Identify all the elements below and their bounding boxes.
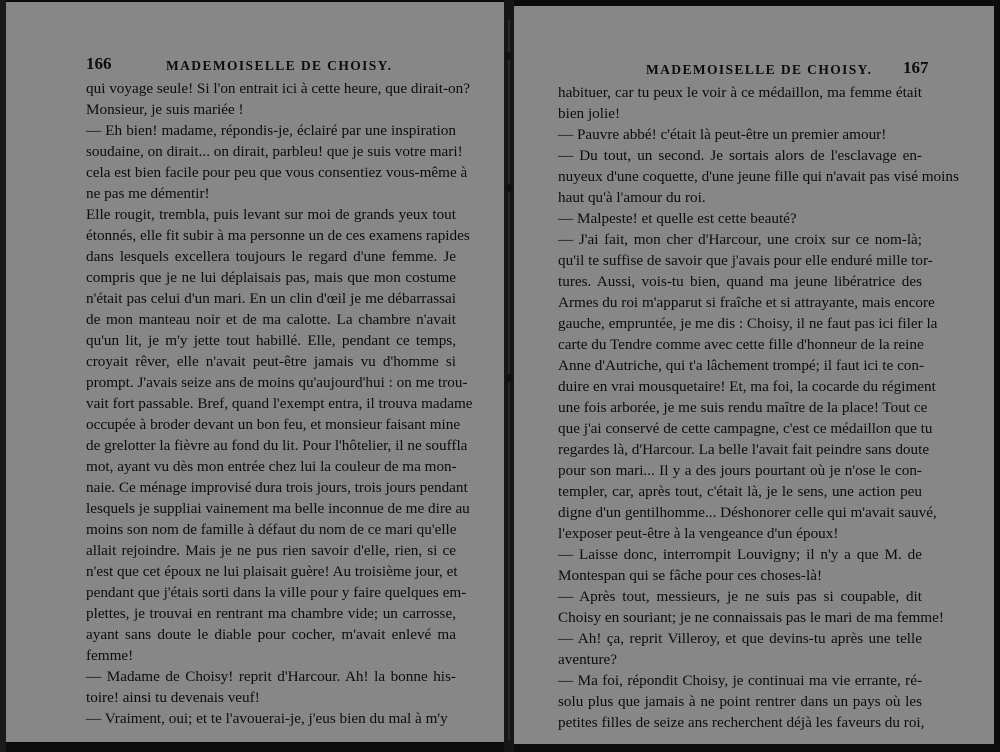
text-line: petites filles de seize ans recherchent déjà les faveurs du roi, xyxy=(558,714,925,731)
text-line: une fois arborée, je me suis rendu maître de la place! Tout ce xyxy=(558,399,928,416)
text-line: Anne d'Autriche, qui t'a lâchement trompé; il faut ici te con- xyxy=(558,357,925,374)
page-number: 167 xyxy=(903,58,929,77)
binding-mark xyxy=(505,184,513,192)
text-line: duire en vrai mousquetaire! Et, ma foi, la cocarde du régiment xyxy=(558,378,936,395)
text-line: nuyeux d'une coquette, d'une jeune fille qui n'avait pas visé moins xyxy=(558,168,959,185)
text-line: ayant sans doute le diable pour cocher, m'avait enlevé ma xyxy=(86,626,456,643)
text-line: — Pauvre abbé! c'était là peut-être un premier amour! xyxy=(558,126,887,143)
text-line: ne pas me démentir! xyxy=(86,185,210,202)
text-line: aventure? xyxy=(558,651,618,668)
text-line: soudaine, on dirait... on dirait, parbleu! que je suis votre mari! xyxy=(86,143,463,160)
text-line: femme! xyxy=(86,647,134,664)
binding-mark xyxy=(505,374,513,382)
text-line: — Eh bien! madame, répondis-je, éclairé par une inspiration xyxy=(86,122,456,139)
text-line: Montespan qui se fâche pour ces choses-là! xyxy=(558,567,823,584)
page-text xyxy=(558,82,959,733)
text-line: l'exposer peut-être à la vengeance d'un époux! xyxy=(558,525,839,542)
left-page xyxy=(6,2,504,742)
text-line: pendant que j'étais sorti dans la ville pour y faire quelques em- xyxy=(86,584,467,601)
right-page xyxy=(514,6,994,744)
text-line: habituer, car tu peux le voir à ce médaillon, ma femme était xyxy=(558,84,922,101)
binding-mark xyxy=(505,52,513,60)
text-line: — J'ai fait, mon cher d'Harcour, une croix sur ce nom-là; xyxy=(558,231,922,248)
text-line: toire! ainsi tu devenais veuf! xyxy=(86,689,260,706)
text-line: occupée à broder devant un bon feu, et monsieur faisant mine xyxy=(86,416,461,433)
text-line: prompt. J'avais seize ans de moins qu'aujourd'hui : on me trou- xyxy=(86,374,468,391)
text-line: pour son mari... Il y a des jours pourtant où je n'ose le con- xyxy=(558,462,922,479)
text-line: croyait rêver, elle n'avait peut-être jamais vu d'homme si xyxy=(86,353,456,370)
page-number: 166 xyxy=(86,54,112,73)
text-line: naie. Ce ménage improvisé dura trois jours, trois jours pendant xyxy=(86,479,468,496)
text-line: n'est que cet époux ne lui plaisait guère! Au troisième jour, et xyxy=(86,563,458,580)
text-line: qui voyage seule! Si l'on entrait ici à cette heure, que dirait-on? xyxy=(86,80,470,97)
page-text xyxy=(86,78,473,729)
text-line: Choisy en souriant; je ne connaissais pas le mari de ma femme! xyxy=(558,609,944,626)
text-line: de grelotter la fièvre au fond du lit. Pour l'hôtelier, il ne souffla xyxy=(86,437,468,454)
text-line: que j'ai conservé de cette campagne, c'est ce médaillon que tu xyxy=(558,420,933,437)
text-line: étonnés, elle fit subir à ma personne un de ces examens rapides xyxy=(86,227,470,244)
text-line: gauche, empruntée, je me dis : Choisy, il ne faut pas ici filer la xyxy=(558,315,938,332)
text-line: Elle rougit, trembla, puis levant sur moi de grands yeux tout xyxy=(86,206,456,223)
text-line: digne d'un gentilhomme... Déshonorer celle qui m'avait sauvé, xyxy=(558,504,937,521)
text-line: cela est bien facile pour peu que vous consentiez vous-même à xyxy=(86,164,468,181)
text-line: solu plus que jamais à ne point rentrer dans un pays où les xyxy=(558,693,922,710)
text-line: Armes du roi m'apparut si fraîche et si attrayante, mais encore xyxy=(558,294,935,311)
text-line: bien jolie! xyxy=(558,105,620,122)
text-line: allait rejoindre. Mais je ne pus rien savoir d'elle, rien, si ce xyxy=(86,542,456,559)
text-line: — Du tout, un second. Je sortais alors de l'esclavage en- xyxy=(558,147,922,164)
text-line: vait fort passable. Bref, quand l'exempt entra, il trouva madame xyxy=(86,395,473,412)
text-line: — Ma foi, répondit Choisy, je continuai ma vie errante, ré- xyxy=(558,672,922,689)
text-line: — Après tout, messieurs, je ne suis pas si coupable, dit xyxy=(558,588,922,605)
text-line: haut qu'à l'amour du roi. xyxy=(558,189,706,206)
text-line: lesquels je suppliai vainement ma belle inconnue de me dire au xyxy=(86,500,470,517)
running-head: MADEMOISELLE DE CHOISY. xyxy=(166,58,393,73)
text-line: Monsieur, je suis mariée ! xyxy=(86,101,244,118)
text-line: moins son nom de famille à défaut du nom de ce mari qu'elle xyxy=(86,521,457,538)
text-line: plettes, je trouvai en rentrant ma chambre vide; un carrosse, xyxy=(86,605,456,622)
text-line: — Ah! ça, reprit Villeroy, et que devins-tu après une telle xyxy=(558,630,922,647)
text-line: — Vraiment, oui; et te l'avouerai-je, j'eus bien du mal à m'y xyxy=(86,710,448,727)
text-line: — Laisse donc, interrompit Louvigny; il n'y a que M. de xyxy=(558,546,922,563)
text-line: compris que je ne lui déplaisais pas, mais que mon costume xyxy=(86,269,456,286)
text-line: dans lesquels excellera toujours le regard d'une femme. Je xyxy=(86,248,456,265)
text-line: regardes là, d'Harcour. La belle l'avait fait peindre sans doute xyxy=(558,441,930,458)
text-line: templer, car, après tout, c'était là, je le sens, une action peu xyxy=(558,483,922,500)
text-line: tures. Aussi, vois-tu bien, quand ma jeune libératrice des xyxy=(558,273,922,290)
text-line: qu'il te suffise de savoir que j'avais pour elle enduré mille tor- xyxy=(558,252,933,269)
text-line: — Malpeste! et quelle est cette beauté? xyxy=(558,210,797,227)
text-line: — Madame de Choisy! reprit d'Harcour. Ah! la bonne his- xyxy=(86,668,456,685)
text-line: de mon manteau noir et de ma calotte. La chambre n'avait xyxy=(86,311,456,328)
text-line: mot, ayant vu dès mon entrée chez lui la couleur de ma mon- xyxy=(86,458,457,475)
text-line: n'était pas celui d'un mari. En un clin d'œil je me débarrassai xyxy=(86,290,456,307)
text-line: carte du Tendre comme avec cette fille d'honneur de la reine xyxy=(558,336,924,353)
text-line: qu'un lit, je m'y jette tout habillé. Elle, pendant ce temps, xyxy=(86,332,456,349)
running-head: MADEMOISELLE DE CHOISY. xyxy=(646,62,873,77)
